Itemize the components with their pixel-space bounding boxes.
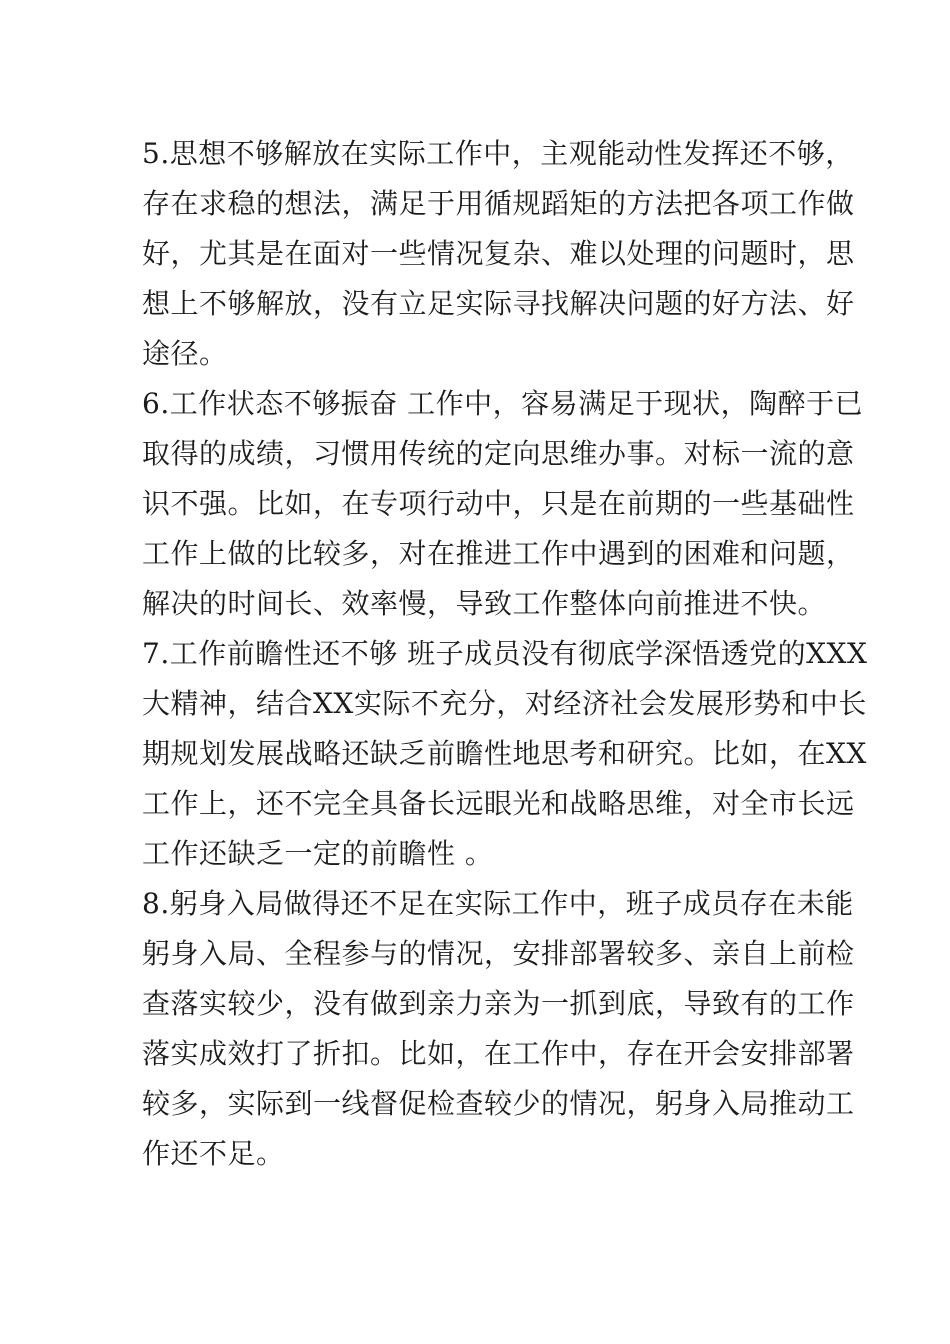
text-line: 8.躬身入局做得还不足在实际工作中，班子成员存在未能 (142, 887, 854, 920)
paragraph-5 (142, 129, 855, 379)
text-line: 识不强。比如，在专项行动中，只是在前期的一些基础性 (142, 487, 855, 520)
text-line: 查落实较少，没有做到亲力亲为一抓到底，导致有的工作 (142, 987, 855, 1020)
text-line: 想上不够解放，没有立足实际寻找解决问题的好方法、好 (142, 287, 855, 320)
text-line: 期规划发展战略还缺乏前瞻性地思考和研究。比如，在XX (142, 737, 867, 770)
text-line: 工作还缺乏一定的前瞻性 。 (142, 837, 494, 870)
text-line: 7.工作前瞻性还不够 班子成员没有彻底学深悟透党的XXX (142, 637, 868, 670)
text-line: 工作上，还不完全具备长远眼光和战略思维，对全市长远 (142, 787, 855, 820)
text-line: 大精神，结合XX实际不充分，对经济社会发展形势和中长 (142, 687, 867, 720)
text-line: 好，尤其是在面对一些情况复杂、难以处理的问题时，思 (142, 237, 855, 270)
text-line: 工作上做的比较多，对在推进工作中遇到的困难和问题， (142, 537, 855, 570)
text-line: 较多，实际到一线督促检查较少的情况，躬身入局推动工 (142, 1087, 855, 1120)
paragraph-8 (142, 879, 855, 1179)
text-line: 途径。 (142, 337, 228, 370)
text-line: 解决的时间长、效率慢，导致工作整体向前推进不快。 (142, 587, 827, 620)
text-line: 落实成效打了折扣。比如，在工作中，存在开会安排部署 (142, 1037, 855, 1070)
text-line: 躬身入局、全程参与的情况，安排部署较多、亲自上前检 (142, 937, 855, 970)
text-line: 6.工作状态不够振奋 工作中，容易满足于现状，陶醉于已 (142, 387, 864, 420)
text-line: 5.思想不够解放在实际工作中，主观能动性发挥还不够， (142, 137, 854, 170)
text-line: 存在求稳的想法，满足于用循规蹈矩的方法把各项工作做 (142, 187, 855, 220)
paragraph-7 (142, 629, 868, 879)
text-line: 取得的成绩，习惯用传统的定向思维办事。对标一流的意 (142, 437, 855, 470)
text-line: 作还不足。 (142, 1137, 285, 1170)
paragraph-6 (142, 379, 864, 629)
